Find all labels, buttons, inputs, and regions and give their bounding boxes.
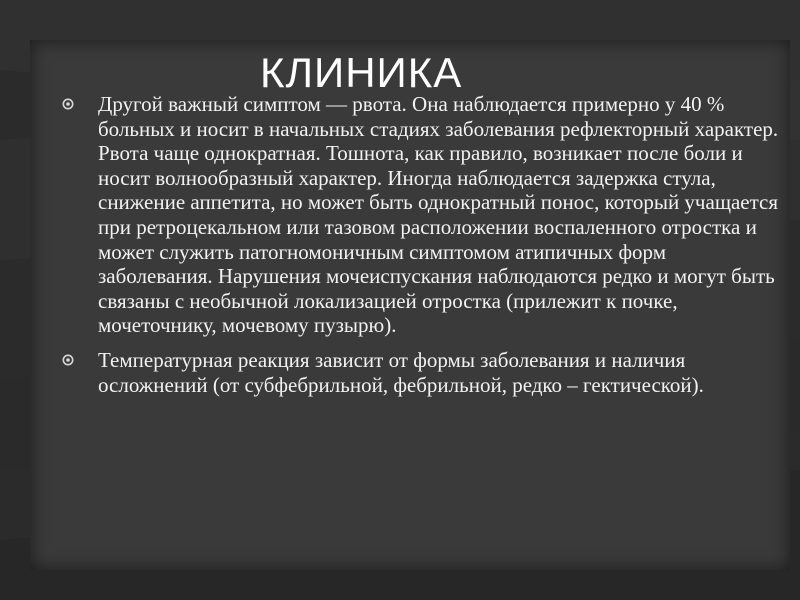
bullet-item-temperature — [62, 348, 782, 397]
bullet-list — [62, 92, 782, 407]
bullet-text-vomiting: Другой важный симптом — рвота. Она наблюдается примерно у 40 % больных и носит в начальных стадиях заболевания рефлекторный характер. Рвота чаще однократная. Тошнота, как правило, возникает после боли и носит волнообразный характер. Иногда наблюдается задержка стула, снижение аппетита, но может быть однократный понос, который учащается при ретроцекальном или тазовом расположении воспаленного отростка и может служить патогномоничным симптомом атипичных форм заболевания. Нарушения мочеиспускания наблюдаются редко и могут быть связаны с необычной локализацией отростка (прилежит к почке, мочеточнику, мочевому пузырю). — [98, 92, 779, 338]
ring-bullet-icon — [62, 354, 74, 366]
bullet-text-temperature: Температурная реакция зависит от формы заболевания и наличия осложнений (от субфебрильной, фебрильной, редко – гектической). — [98, 347, 704, 397]
slide-title: КЛИНИКА — [260, 49, 463, 96]
ring-bullet-icon — [62, 98, 74, 110]
bullet-item-vomiting — [62, 92, 782, 338]
